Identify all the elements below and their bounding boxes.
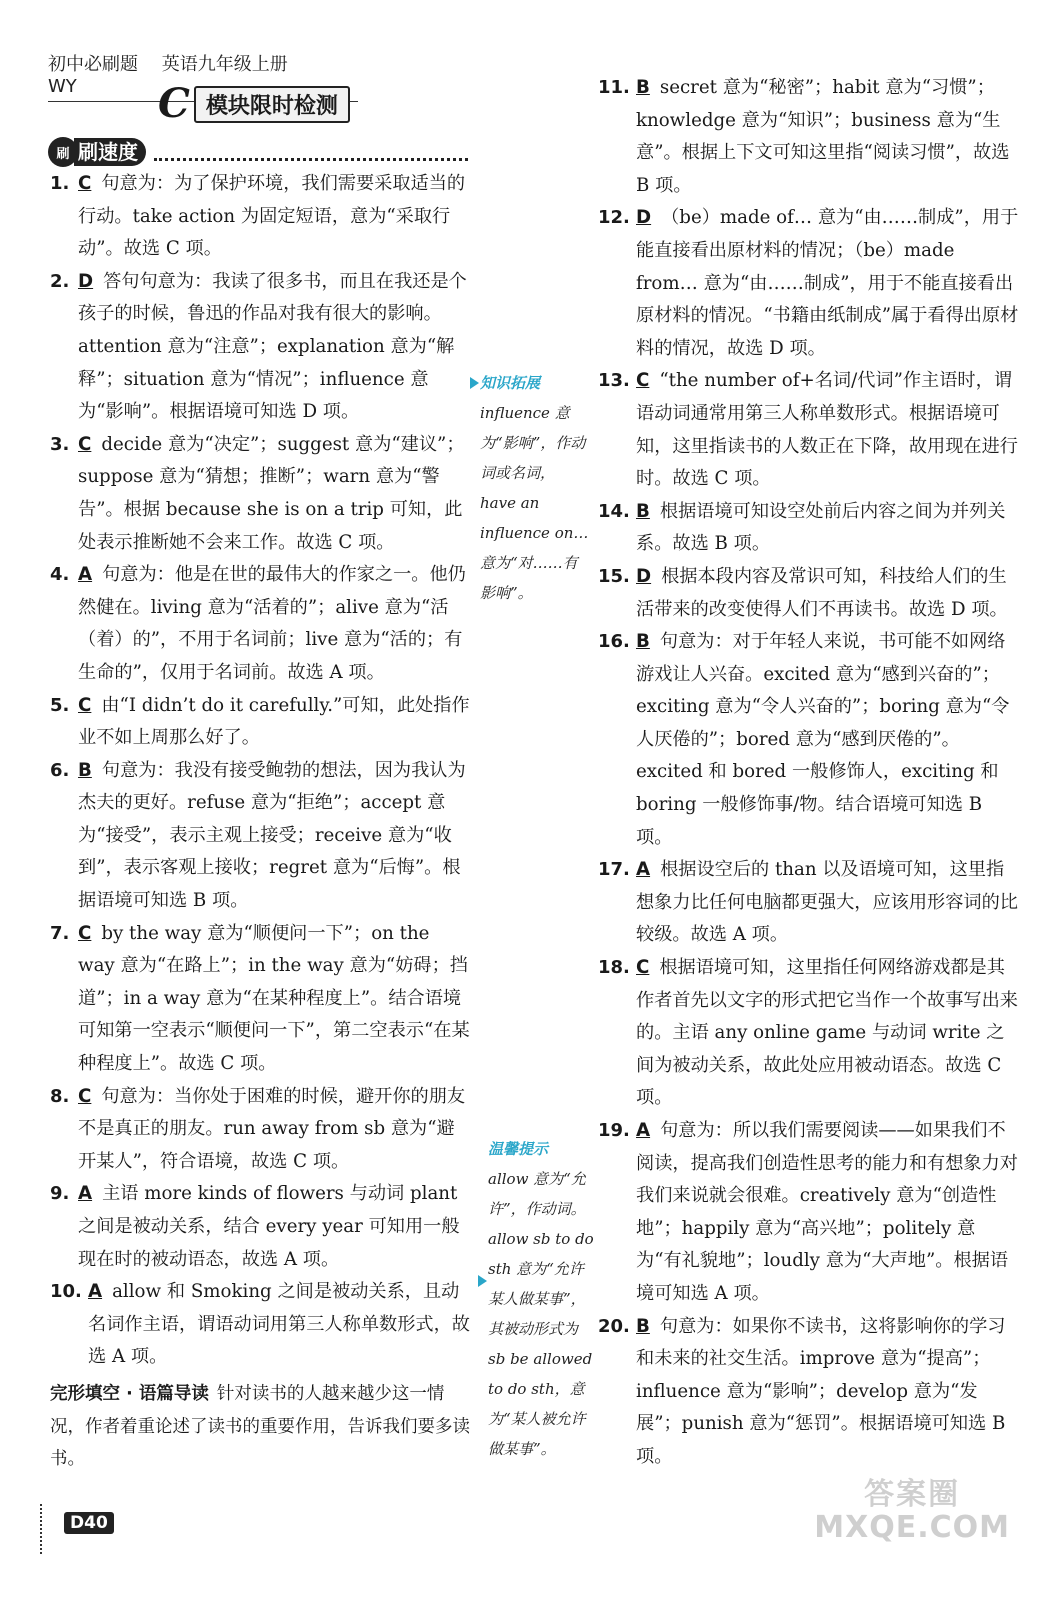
cloze-title: 完形填空 · 语篇导读 (50, 1383, 209, 1404)
item-explanation: 根据语境可知，这里指任何网络游戏都是其作者首先以文字的形式把它当作一个故事写出来的。主语 any online game 与动词 write 之间为被动关系，故此处应用被动语态。故选 C 项。 (636, 957, 1018, 1109)
answer-letter: D (636, 565, 652, 587)
answer-item (50, 1081, 470, 1179)
item-number: 19. (598, 1120, 630, 1141)
item-explanation: 句意为：当你处于困难的时候，避开你的朋友不是真正的朋友。run away from sb 意为“避开某人”，符合语境，故选 C 项。 (78, 1085, 466, 1172)
item-number: 1. (50, 173, 70, 194)
item-explanation: decide 意为“决定”；suggest 意为“建议”；suppose 意为“猜想；推断”；warn 意为“警告”。根据 because she is on a trip 可知，此处表示推断她不会来工作。故选 C 项。 (78, 433, 465, 553)
item-number: 17. (598, 859, 630, 881)
tip-arrow-icon (478, 1275, 487, 1287)
section-title (158, 80, 350, 127)
item-explanation: 句意为：所以我们需要阅读——如果我们不阅读，提高我们创造性思考的能力和有想象力对我们来说就会很难。creatively 意为“创造性地”；happily 意为“高兴地”；politely 意为“有礼貌地”；loudly 意为“大声地”。根据语境可知选 A 项。 (636, 1120, 1018, 1304)
answer-letter: D (636, 207, 652, 229)
warm-tip-note (488, 1134, 596, 1464)
item-explanation: 答句句意为：我读了很多书，而且在我还是个孩子的时候，鲁迅的作品对我有很大的影响。attention 意为“注意”；explanation 意为“解释”；situation 意为“情况”；influence 意为“影响”。根据语境可知选 D 项。 (78, 270, 467, 423)
item-explanation: （be）made of… 意为“由……制成”，用于能直接看出原材料的情况；（be）made from… 意为“由……制成”，用于不能直接看出原材料的情况。“书籍由纸制成”属于看得出原材料的情况，故选 D 项。 (636, 207, 1019, 359)
item-number: 5. (50, 694, 70, 716)
item-number: 10. (50, 1281, 82, 1303)
answer-letter: B (636, 1315, 650, 1337)
speed-label: 刷速度 (74, 138, 146, 166)
answer-letter: C (78, 433, 92, 455)
answer-letter: B (78, 759, 92, 781)
page-number: D40 (64, 1512, 114, 1534)
answer-letter: C (636, 370, 650, 392)
tip-text: allow 意为“允许”，作动词。allow sb to do sth 意为“允许某人做某事”，其被动形式为 sb be allowed to do sth，意为“某人被允许做某事”。 (488, 1170, 594, 1458)
watermark (814, 1478, 1010, 1544)
answer-item (598, 1115, 1020, 1311)
right-answer-column (598, 72, 1020, 1474)
item-explanation: 主语 more kinds of flowers 与动词 plant 之间是被动关系，结合 every year 可知用一般现在时的被动语态，故选 A 项。 (78, 1183, 460, 1270)
item-explanation: 句意为：我没有接受鲍勃的想法，因为我认为杰夫的更好。refuse 意为“拒绝”；accept 意为“接受”，表示主观上接受；receive 意为“收到”，表示客观上接收；regret 意为“后悔”。根据语境可知选 B 项。 (78, 759, 466, 912)
item-number: 16. (598, 631, 630, 653)
answer-item (50, 918, 470, 1081)
watermark-line1: 答案圈 (864, 1477, 961, 1512)
item-number: 20. (598, 1315, 630, 1337)
left-answer-column (50, 168, 470, 1493)
series-name: 初中必刷题 (48, 54, 138, 75)
answer-item (50, 1178, 470, 1276)
tip-title: 温馨提示 (488, 1140, 549, 1158)
dotted-divider (154, 144, 468, 161)
answer-letter: A (636, 1120, 651, 1141)
section-letter: C (158, 80, 190, 127)
item-number: 8. (50, 1085, 70, 1107)
answer-item (598, 854, 1020, 952)
answer-item (598, 561, 1020, 626)
item-explanation: 句意为：如果你不读书，这将影响你的学习和未来的社交生活。improve 意为“提高”；influence 意为“影响”；develop 意为“发展”；punish 意为“惩罚”。根据语境可知选 B 项。 (636, 1315, 1006, 1467)
answer-item (50, 690, 470, 755)
section-label: 模块限时检测 (194, 86, 350, 123)
item-number: 11. (598, 77, 630, 98)
item-number: 13. (598, 370, 630, 392)
answer-letter: D (78, 270, 94, 292)
item-number: 7. (50, 922, 70, 944)
item-number: 3. (50, 433, 70, 455)
item-explanation: 由“I didn’t do it carefully.”可知，此处指作业不如上周那么好了。 (78, 694, 470, 749)
item-explanation: secret 意为“秘密”；habit 意为“习惯”；knowledge 意为“知识”；business 意为“生意”。根据上下文可知这里指“阅读习惯”，故选 B 项。 (636, 77, 1010, 196)
answer-item (50, 1276, 470, 1374)
edition-tag: WY (48, 76, 77, 97)
item-number: 14. (598, 500, 630, 522)
item-explanation: 句意为：为了保护环境，我们需要采取适当的行动。take action 为固定短语，意为“采取行动”。故选 C 项。 (78, 173, 466, 260)
answer-letter: C (78, 173, 92, 194)
item-number: 2. (50, 270, 70, 292)
item-number: 12. (598, 207, 630, 229)
item-number: 6. (50, 759, 70, 781)
answer-letter: A (78, 564, 93, 586)
item-explanation: 句意为：对于年轻人来说，书可能不如网络游戏让人兴奋。excited 意为“感到兴奋的”；exciting 意为“令人兴奋的”；boring 意为“令人厌倦的”；bored 意为“感到厌倦的”。excited 和 bored 一般修饰人，exciting 和 boring 一般修饰事/物。结合语境可知选 B 项。 (636, 631, 1010, 848)
answer-letter: B (636, 77, 650, 98)
item-explanation: 句意为：他是在世的最伟大的作家之一。他仍然健在。living 意为“活着的”；alive 意为“活（着）的”，不用于名词前；live 意为“活的；有生命的”，仅用于名词前。故选 A 项。 (78, 564, 466, 683)
corner-mark (40, 1504, 58, 1554)
watermark-line2: MXQE.COM (814, 1510, 1010, 1545)
answer-letter: A (636, 859, 651, 881)
answer-letter: B (636, 500, 650, 522)
answer-item (50, 559, 470, 689)
item-explanation: 根据设空后的 than 以及语境可知，这里指想象力比任何电脑都更强大，应该用形容词的比较级。故选 A 项。 (636, 859, 1018, 946)
answer-letter: C (78, 922, 92, 944)
item-number: 9. (50, 1183, 70, 1205)
answer-item (598, 496, 1020, 561)
answer-item (598, 72, 1020, 202)
item-number: 15. (598, 565, 630, 587)
answer-letter: A (78, 1183, 93, 1205)
answer-item (598, 626, 1020, 854)
answer-item (598, 1311, 1020, 1474)
item-explanation: 根据语境可知设空处前后内容之间为并列关系。故选 B 项。 (636, 500, 1006, 555)
item-explanation: “the number of+名词/代词”作主语时，谓语动词通常用第三人称单数形式。根据语境可知，这里指读书的人数正在下降，故用现在进行时。故选 C 项。 (636, 370, 1018, 490)
answer-letter: B (636, 631, 650, 653)
answer-item (50, 266, 470, 429)
item-explanation: 根据本段内容及常识可知，科技给人们的生活带来的改变使得人们不再读书。故选 D 项。 (636, 565, 1008, 620)
speed-section-tag (48, 136, 468, 168)
answer-item (598, 202, 1020, 365)
answer-item (50, 755, 470, 918)
answer-letter: A (88, 1281, 103, 1303)
knowledge-tip-note (480, 368, 590, 608)
item-explanation: allow 和 Smoking 之间是被动关系，且动名词作主语，谓语动词用第三人称单数形式，故选 A 项。 (88, 1281, 470, 1368)
tip-title: 知识拓展 (480, 374, 541, 392)
cloze-text: 针对读书的人越来越少这一情况，作者着重论述了读书的重要作用，告诉我们要多读书。 (50, 1383, 470, 1470)
cloze-intro (50, 1378, 470, 1476)
subject-name: 英语九年级上册 (161, 54, 288, 75)
item-number: 4. (50, 564, 70, 586)
answer-item (598, 952, 1020, 1115)
brush-icon: 刷 (48, 137, 78, 167)
answer-item (50, 168, 470, 266)
answer-item (598, 365, 1020, 495)
answer-letter: C (636, 957, 650, 979)
item-explanation: by the way 意为“顺便问一下”；on the way 意为“在路上”；in the way 意为“妨碍；挡道”；in a way 意为“在某种程度上”。结合语境可知第一空表示“顺便问一下”，第二空表示“在某种程度上”。故选 C 项。 (78, 922, 470, 1075)
answer-item (50, 429, 470, 559)
answer-letter: C (78, 1085, 92, 1107)
item-number: 18. (598, 957, 630, 979)
tip-arrow-icon (470, 377, 479, 389)
answer-letter: C (78, 694, 92, 716)
tip-text: influence 意为“影响”，作动词或名词，have an influence on… 意为“对……有影响”。 (480, 404, 589, 602)
